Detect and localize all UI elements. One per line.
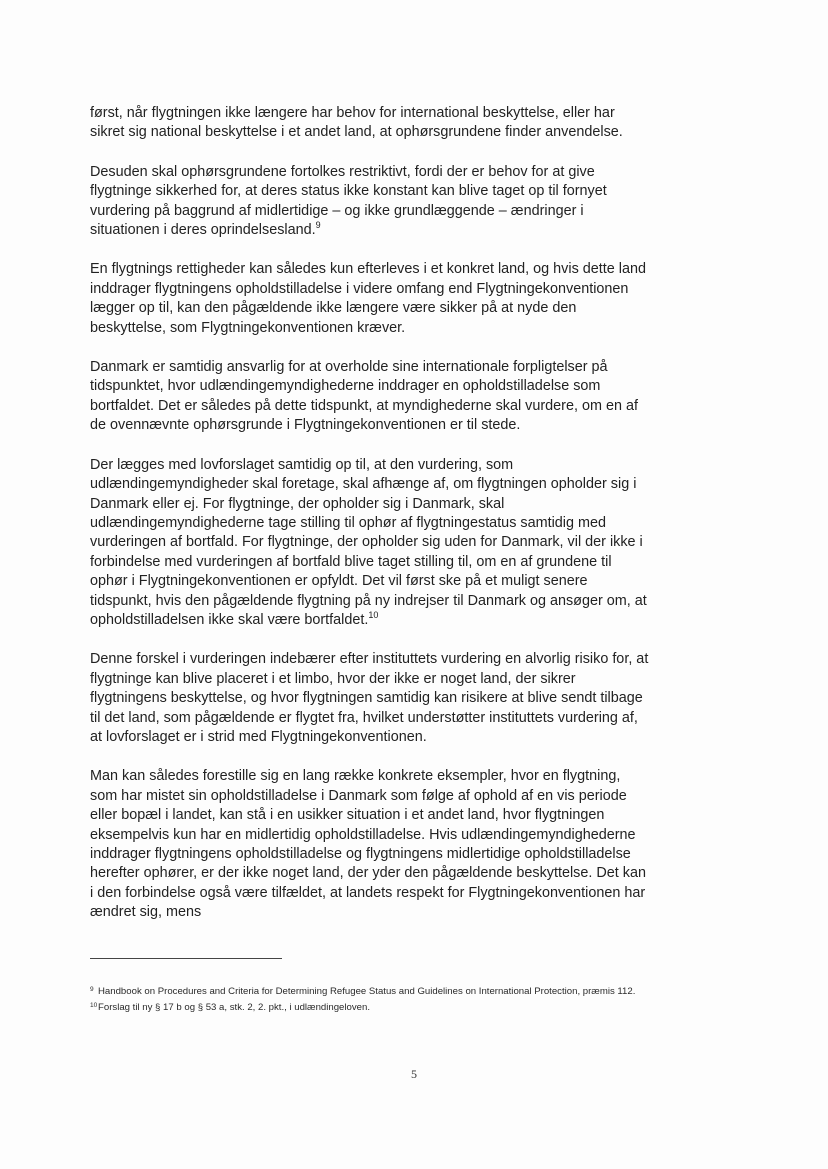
footnote-number: 9: [90, 986, 94, 993]
paragraph-7: [90, 767, 650, 922]
footnote-10: [90, 1001, 650, 1015]
paragraph-text: Der lægges med lovforslaget samtidig op til, at den vurdering, som udlændingemyndigheder skal foretage, skal afhænge af, om flygtningen opholder sig i Danmark eller ej. For flygtninge, der opholder sig i Danmark, skal udlændingemyndighederne tage stilling til ophør af flygtningestatus samtidig med vurderingen af bortfald. For flygtninge, der opholder sig uden for Danmark, vil der ikke i forbindelse med vurderingen af bortfald blive taget stilling til, om en af grundene til ophør i Flygtningekonventionen er opfyldt. Det vil først ske på et muligt senere tidspunkt, hvis den pågældende flygtning på ny indrejser til Danmark og ansøger om, at opholdstilladelsen ikke skal være bortfaldet.: [90, 456, 647, 628]
paragraph-4: [90, 358, 650, 436]
page-number: 5: [411, 1067, 417, 1081]
footnote-text: Forslag til ny § 17 b og § 53 a, stk. 2, 2. pkt., i udlændingeloven.: [98, 1001, 370, 1013]
paragraph-text: først, når flygtningen ikke længere har behov for international beskyttelse, eller har sikret sig national beskyttelse i et andet land, at ophørsgrundene finder anvendelse.: [90, 105, 623, 141]
paragraph-text: Danmark er samtidig ansvarlig for at overholde sine internationale forpligtelser på tidspunktet, hvor udlændingemyndighederne inddrager en opholdstilladelse som bortfaldet. Det er således på dette tidspunkt, at myndighederne skal vurdere, om en af de ovennævnte ophørsgrunde i Flygtningekonventionen er til stede.: [90, 359, 638, 434]
body-text: [90, 104, 650, 943]
footnote-number: 10: [90, 1001, 98, 1009]
paragraph-text: En flygtnings rettigheder kan således kun efterleves i et konkret land, og hvis dette land inddrager flygtningens opholdstilladelse i videre omfang end Flygtningekonventionen lægger op til, kan den pågældende ikke længere være sikker på at nyde den beskyttelse, som Flygtningekonventionen kræver.: [90, 261, 646, 336]
paragraph-text: Denne forskel i vurderingen indebærer efter instituttets vurdering en alvorlig risiko for, at flygtninge kan blive placeret i et limbo, hvor der ikke er noget land, der sikrer flygtningens beskyttelse, og hvor flygtningen samtidig kan risikere at blive sendt tilbage til det land, som pågældende er flygtet fra, hvilket understøtter instituttets vurdering af, at lovforslaget er i strid med Flygtningekonventionen.: [90, 651, 649, 745]
paragraph-5: [90, 456, 650, 631]
paragraph-1: [90, 104, 650, 143]
paragraph-6: [90, 650, 650, 747]
footnote-divider: [90, 958, 282, 959]
paragraph-text: Man kan således forestille sig en lang række konkrete eksempler, hvor en flygtning, som har mistet sin opholdstilladelse i Danmark som følge af ophold af en vis periode eller bopæl i landet, kan stå i en usikker situation i et andet land, hvor flygtningen eksempelvis kun har en midlertidig opholdstilladelse. Hvis udlændingemyndighederne inddrager flygtningens opholdstilladelse og flygtningens midlertidige opholdstilladelse herefter ophører, er der ikke noget land, der yder den pågældende beskyttelse. Det kan i den forbindelse også være tilfældet, at landets respekt for Flygtningekonventionen har ændret sig, mens: [90, 768, 646, 921]
footnote-9: [90, 985, 650, 999]
paragraph-text: Desuden skal ophørsgrundene fortolkes restriktivt, fordi der er behov for at give flygtninge sikkerhed for, at deres status ikke konstant kan blive taget op til fornyet vurdering på baggrund af midlertidige – og ikke grundlæggende – ændringer i situationen i deres oprindelsesland.: [90, 163, 607, 239]
paragraph-3: [90, 260, 650, 338]
paragraph-2: [90, 163, 650, 241]
footnote-text: Handbook on Procedures and Criteria for Determining Refugee Status and Guidelines on International Protection, præmis 112.: [98, 986, 636, 997]
footnote-reference[interactable]: 9: [315, 220, 321, 231]
footnotes: [90, 985, 650, 1016]
footnote-reference[interactable]: 10: [368, 610, 379, 621]
